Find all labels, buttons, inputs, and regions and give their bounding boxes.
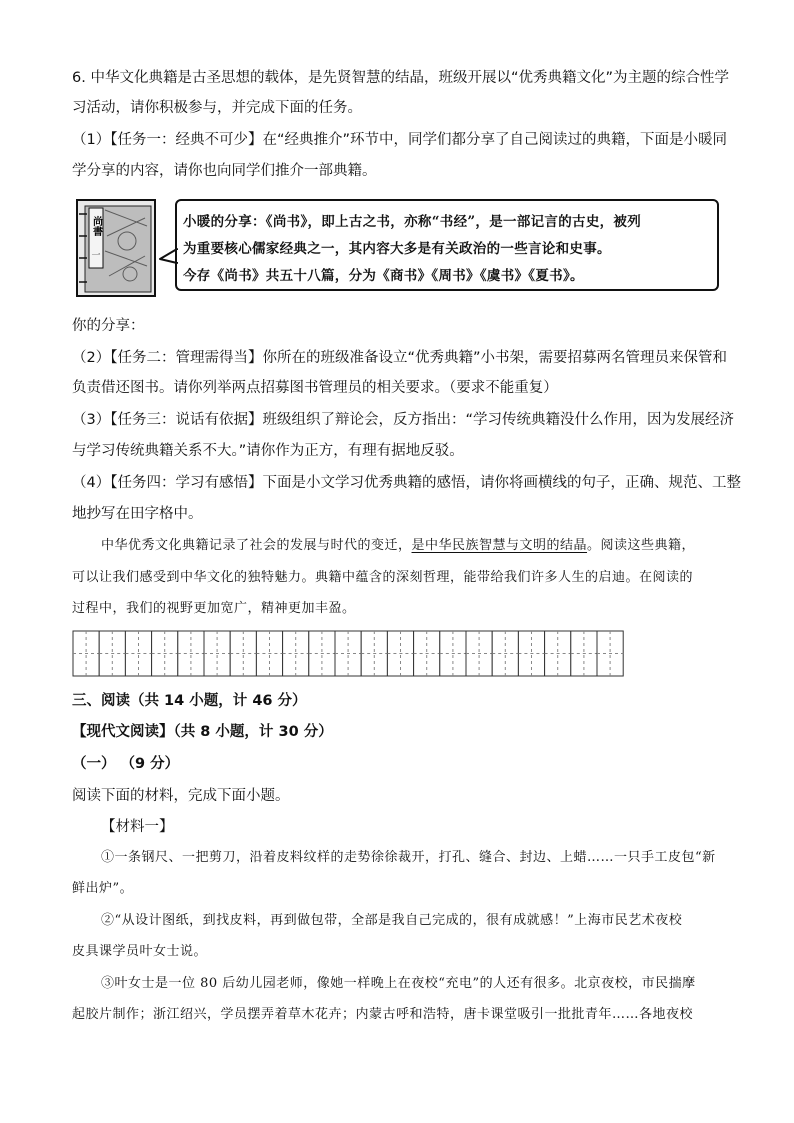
tianzige-cell[interactable] [545,631,571,676]
book-illustration [75,196,159,299]
task1-line1: （1）【任务一：经典不可少】在“经典推介”环节中，同学们都分享了自己阅读过的典籍，下面是小暖同 [72,132,727,148]
tianzige-cell[interactable] [152,631,178,676]
share-speech-bubble [175,199,719,291]
task4-line1: （4）【任务四：学习有感悟】下面是小文学习优秀典籍的感悟，请你将画横线的句子，正确、规范、工整 [72,475,741,491]
tianzige-cell[interactable] [73,631,99,676]
question-intro-line2: 习活动，请你积极参与，并完成下面的任务。 [72,100,362,116]
tianzige-cell[interactable] [125,631,151,676]
book-cover-title: 尚書 [90,216,102,236]
tianzige-cell[interactable] [492,631,518,676]
task1-line2: 学分享的内容，请你也向同学们推介一部典籍。 [72,163,377,179]
tianzige-cell[interactable] [230,631,256,676]
book-cover-volume: 一 [91,251,101,261]
tianzige-cell[interactable] [309,631,335,676]
reflection-text-c: 。阅读这些典籍， [587,538,696,553]
share-line3: 今存《尚书》共五十八篇，分为《商书》《周书》《虞书》《夏书》。 [183,268,584,284]
task3-line1: （3）【任务三：说话有依据】班级组织了辩论会，反方指出：“学习传统典籍没什么作用，因为发展经济 [72,412,734,428]
para3-line1: ③叶女士是一位 80 后幼儿园老师，像她一样晚上在夜校“充电”的人还有很多。北京夜校，市民揣摩 [101,976,696,991]
underlined-sentence: 是中华民族智慧与文明的结晶 [411,538,588,553]
reflection-line2: 可以让我们感受到中华文化的独特魅力。典籍中蕴含的深刻哲理，能带给我们许多人生的启迪。在阅读的 [72,570,694,585]
task3-line2: 与学习传统典籍关系不大。”请你作为正方，有理有据地反驳。 [72,443,464,459]
tianzige-cell[interactable] [571,631,597,676]
tianzige-cell[interactable] [335,631,361,676]
para2-line2: 皮具课学员叶女士说。 [72,944,208,959]
reflection-text-a: 中华优秀文化典籍记录了社会的发展与时代的变迁， [101,538,412,553]
reflection-line3: 过程中，我们的视野更加宽广，精神更加丰盈。 [72,601,356,616]
para1-line1: ①一条钢尺、一把剪刀，沿着皮料纹样的走势徐徐裁开，打孔、缝合、封边、上蜡……一只手工皮包“新 [101,850,716,865]
tianzige-cell[interactable] [387,631,413,676]
material1-title: 【材料一】 [101,819,174,835]
tianzige-cell[interactable] [440,631,466,676]
your-share-label: 你的分享： [72,318,145,334]
tianzige-cell[interactable] [518,631,544,676]
tianzige-cell[interactable] [361,631,387,676]
tianzige-cell[interactable] [414,631,440,676]
share-line1: 小暖的分享：《尚书》，即上古之书，亦称“书经”，是一部记言的古史，被列 [183,214,642,230]
tianzige-cell[interactable] [99,631,125,676]
task2-line2: 负责借还图书。请你列举两点招募图书管理员的相关要求。（要求不能重复） [72,380,558,396]
para3-line2: 起胶片制作；浙江绍兴，学员摆弄着草木花卉；内蒙古呼和浩特，唐卡课堂吸引一批批青年……各地夜校 [72,1007,694,1022]
part1-heading: （一） （9 分） [72,756,180,772]
tianzige-cell[interactable] [204,631,230,676]
section3-subtitle: 【现代文阅读】（共 8 小题，计 30 分） [72,724,333,740]
reading-instruction: 阅读下面的材料，完成下面小题。 [72,788,290,804]
tianzige-cell[interactable] [283,631,309,676]
share-line2: 为重要核心儒家经典之一，其内容大多是有关政治的一些言论和史事。 [183,241,611,257]
question-intro-line1: 6. 中华文化典籍是古圣思想的载体，是先贤智慧的结晶，班级开展以“优秀典籍文化”为主题的综合性学 [72,70,729,86]
para2-line1: ②“从设计图纸，到找皮料，再到做包带，全部是我自己完成的，很有成就感！”上海市民艺术夜校 [101,913,683,928]
reflection-line1 [101,538,695,554]
tianzige-cell[interactable] [256,631,282,676]
tianzige-cell[interactable] [597,631,623,676]
task2-line1: （2）【任务二：管理需得当】你所在的班级准备设立“优秀典籍”小书架，需要招募两名管理员来保管和 [72,350,727,366]
tianzige-cell[interactable] [466,631,492,676]
task4-line2: 地抄写在田字格中。 [72,506,203,522]
tianzige-grid[interactable] [72,630,624,677]
para1-line2: 鲜出炉”。 [72,881,134,896]
section3-title: 三、阅读（共 14 小题，计 46 分） [72,693,307,709]
tianzige-cell[interactable] [178,631,204,676]
